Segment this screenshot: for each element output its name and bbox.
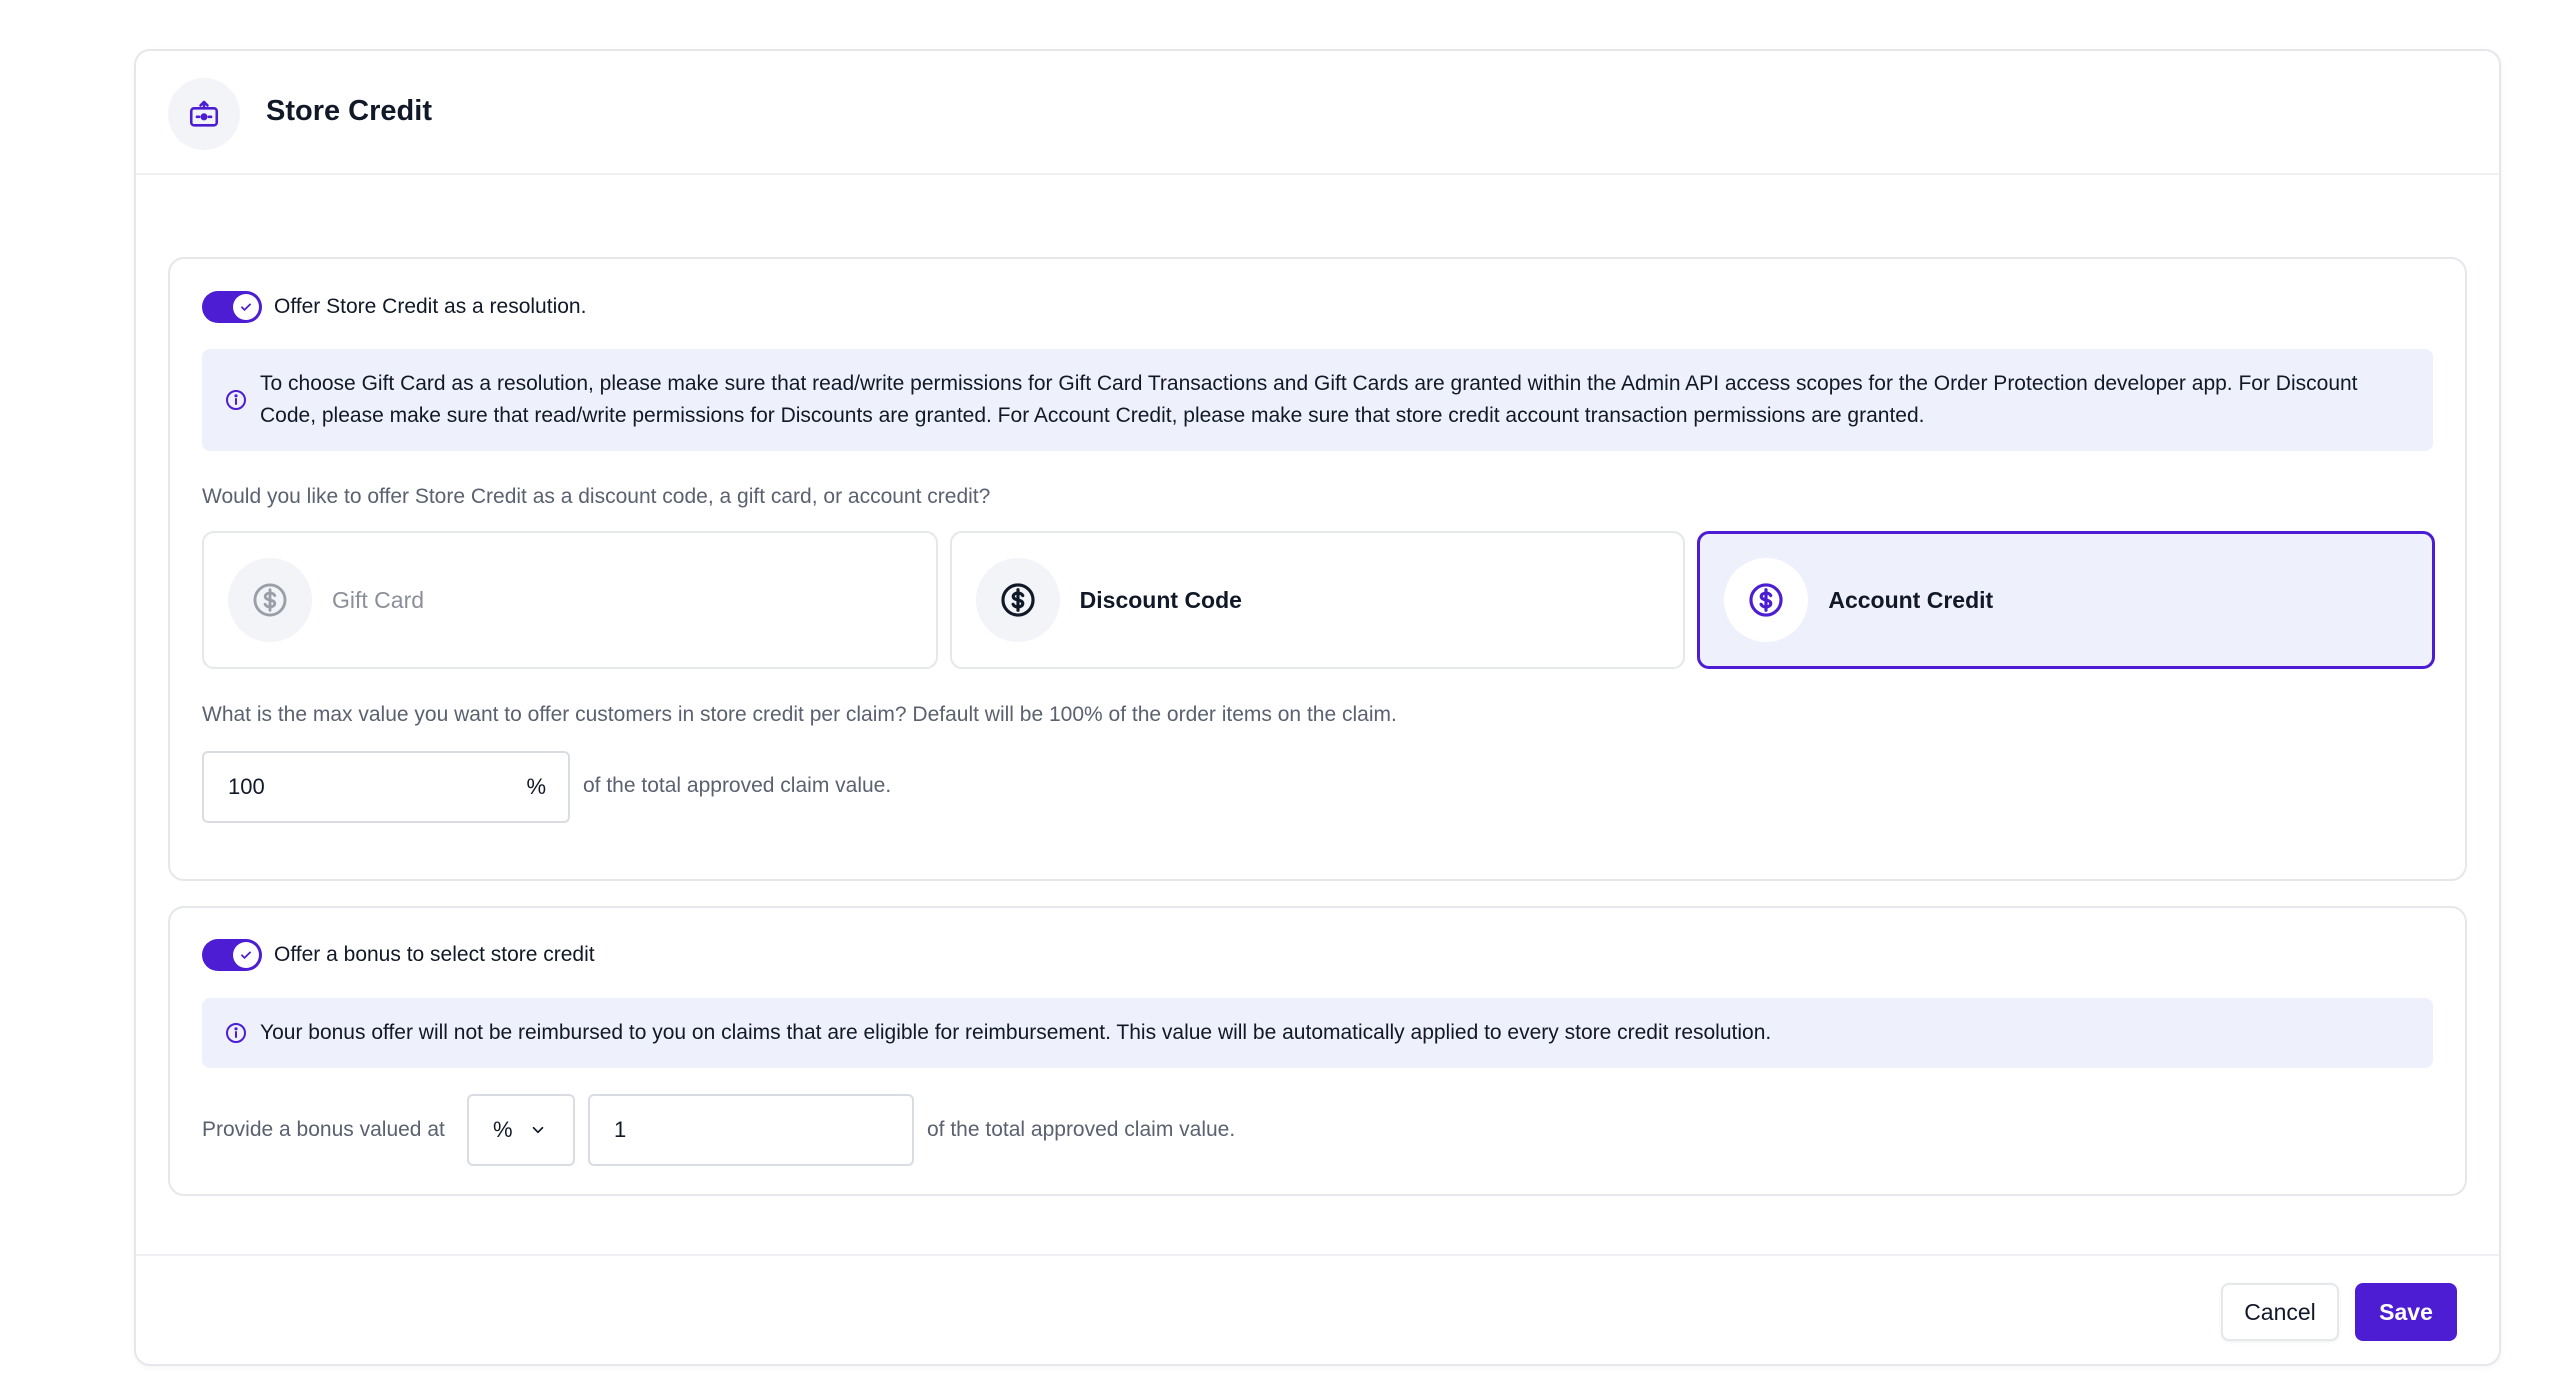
check-icon [239, 300, 253, 314]
bonus-toggle[interactable] [202, 939, 262, 971]
option-label: Account Credit [1828, 586, 1994, 613]
bonus-info-box [202, 998, 2433, 1068]
option-gift-card[interactable] [202, 531, 938, 669]
option-account-credit[interactable] [1697, 531, 2435, 669]
bonus-prefix-label: Provide a bonus valued at [202, 1118, 445, 1141]
check-icon [239, 948, 253, 962]
bonus-toggle-label: Offer a bonus to select store credit [274, 943, 595, 966]
option-discount-code[interactable] [950, 531, 1686, 669]
store-credit-icon [168, 78, 240, 150]
resolution-info-text: To choose Gift Card as a resolution, please make sure that read/write permissions for Gift Card Transactions and Gift Cards are granted within the Admin API access scopes for the Order Protection developer app. For Discount Code, please make sure that read/write permissions for Discounts are granted. For Account Credit, please make sure that store credit account transaction permissions are granted. [260, 372, 2358, 427]
resolution-toggle-label: Offer Store Credit as a resolution. [274, 295, 587, 318]
dollar-circle-icon [228, 558, 312, 642]
resolution-type-question: Would you like to offer Store Credit as a discount code, a gift card, or account credit? [202, 485, 991, 508]
toggle-knob [233, 942, 259, 968]
bonus-unit-select[interactable] [467, 1094, 575, 1166]
bonus-unit-value: % [493, 1117, 513, 1142]
max-value-suffix: of the total approved claim value. [583, 774, 892, 797]
bonus-info-text: Your bonus offer will not be reimbursed to you on claims that are eligible for reimbursement. This value will be automatically applied to every store credit resolution. [260, 1021, 1772, 1044]
resolution-info-box [202, 349, 2433, 451]
dollar-circle-icon [1724, 558, 1808, 642]
resolution-toggle-row [202, 291, 586, 323]
info-icon [224, 1021, 248, 1045]
store-credit-card [134, 49, 2501, 1366]
dollar-circle-icon [976, 558, 1060, 642]
bonus-value-input[interactable] [588, 1094, 914, 1166]
bonus-panel [168, 906, 2467, 1196]
resolution-toggle[interactable] [202, 291, 262, 323]
max-value-input-value: 100 [228, 774, 265, 799]
toggle-knob [233, 294, 259, 320]
chevron-down-icon [529, 1121, 547, 1139]
option-label: Discount Code [1079, 586, 1242, 613]
option-label: Gift Card [332, 586, 425, 613]
save-button[interactable]: Save [2355, 1283, 2457, 1341]
card-header [136, 51, 2499, 175]
max-value-input[interactable] [202, 751, 570, 823]
bonus-suffix: of the total approved claim value. [927, 1118, 1236, 1141]
max-value-unit: % [526, 774, 546, 799]
resolution-options [202, 531, 2435, 669]
cancel-button[interactable]: Cancel [2221, 1283, 2339, 1341]
page-title: Store Credit [266, 95, 432, 127]
bonus-toggle-row [202, 939, 595, 971]
info-icon [224, 388, 248, 412]
card-footer [136, 1254, 2499, 1364]
max-value-question: What is the max value you want to offer customers in store credit per claim? Default will be 100% of the order items on the claim. [202, 703, 1397, 726]
bonus-value: 1 [614, 1117, 627, 1142]
resolution-panel [168, 257, 2467, 881]
